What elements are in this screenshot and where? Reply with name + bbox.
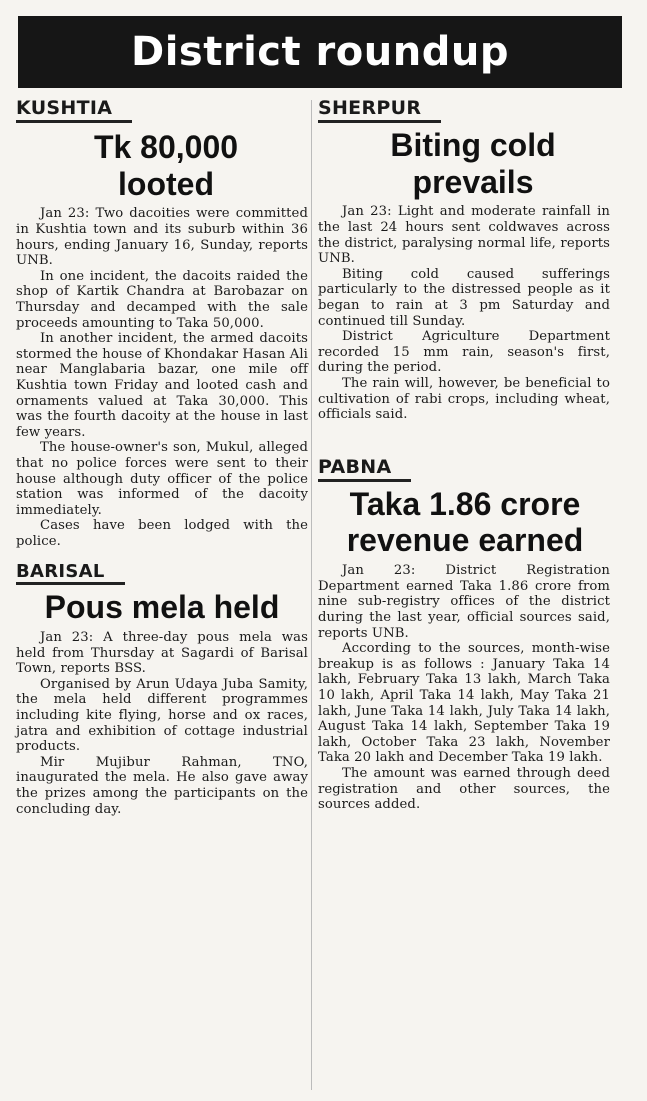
dateline-kushtia: KUSHTIA <box>16 98 132 123</box>
story-body-kushtia <box>16 206 308 549</box>
banner-title: District roundup <box>131 29 509 75</box>
story-barisal <box>16 558 308 818</box>
paragraph: In one incident, the dacoits raided the shop of Kartik Chandra at Barobazar on Thursday and decamped with the sale proceeds amounting to Taka 50,000. <box>16 268 308 331</box>
headline-sherpur: Biting cold prevails <box>390 126 556 200</box>
paragraph: The amount was earned through deed registration and other sources, the sources added. <box>318 765 610 813</box>
paragraph: Organised by Arun Udaya Juba Samity, the mela held different programmes including kite flying, horse and ox races, jatra and exhibition of cottage industrial products. <box>16 676 308 755</box>
story-body-barisal <box>16 630 308 817</box>
paragraph: Jan 23: Two dacoities were committed in Kushtia town and its suburb within 36 hours, ending January 16, Sunday, reports UNB. <box>16 206 308 269</box>
paragraph: Jan 23: District Registration Department earned Taka 1.86 crore from nine sub-registry offices of the district during the last year, official sources said, reports UNB. <box>318 563 610 641</box>
story-body-sherpur <box>318 204 610 422</box>
story-sherpur <box>318 92 610 423</box>
headline-kushtia: Tk 80,000 looted <box>93 128 239 202</box>
left-column <box>16 92 308 817</box>
headline-barisal: Pous mela held <box>44 589 280 626</box>
paragraph: According to the sources, month-wise breakup is as follows : January Taka 14 lakh, February Taka 13 lakh, March Taka 10 lakh, April Taka 14 lakh, May Taka 21 lakh, June Taka 14 lakh, July Taka 14 lakh, August Taka 14 lakh, September Taka 19 lakh, October Taka 23 lakh, November Taka 20 lakh and December Taka 19 lakh. <box>318 641 610 766</box>
paragraph: Cases have been lodged with the police. <box>16 518 308 549</box>
dateline-barisal: BARISAL <box>16 562 125 586</box>
paragraph: Jan 23: Light and moderate rainfall in the last 24 hours sent coldwaves across the district, paralysing normal life, reports UNB. <box>318 204 610 267</box>
paragraph: The rain will, however, be beneficial to cultivation of rabi crops, including wheat, officials said. <box>318 375 610 423</box>
paragraph: The house-owner's son, Mukul, alleged that no police forces were sent to their house although duty officer of the police station was informed of the dacoity immediately. <box>16 440 308 518</box>
paragraph: Jan 23: A three-day pous mela was held from Thursday at Sagardi of Barisal Town, reports BSS. <box>16 629 308 677</box>
story-body-pabna <box>318 563 610 813</box>
headline-pabna: Taka 1.86 crore revenue earned <box>346 485 584 559</box>
story-kushtia <box>16 92 308 550</box>
paragraph: Mir Mujibur Rahman, TNO, inaugurated the mela. He also gave away the prizes among the participants on the concluding day. <box>16 754 308 817</box>
story-pabna <box>318 451 610 813</box>
paragraph: In another incident, the armed dacoits stormed the house of Khondakar Hasan Ali near Manglabaria bazar, one mile off Kushtia town Friday and looted cash and ornaments valued at Taka 30,000. This was the fourth dacoity at the house in last few years. <box>16 331 308 440</box>
section-banner <box>18 16 622 88</box>
paragraph: District Agriculture Department recorded 15 mm rain, season's first, during the period. <box>318 329 610 376</box>
dateline-sherpur: SHERPUR <box>318 98 441 123</box>
column-divider <box>311 100 312 1090</box>
dateline-pabna: PABNA <box>318 457 411 482</box>
right-column <box>318 92 610 813</box>
paragraph: Biting cold caused sufferings particularly to the distressed people as it began to rain at 3 pm Saturday and continued till Sunday. <box>318 266 610 329</box>
